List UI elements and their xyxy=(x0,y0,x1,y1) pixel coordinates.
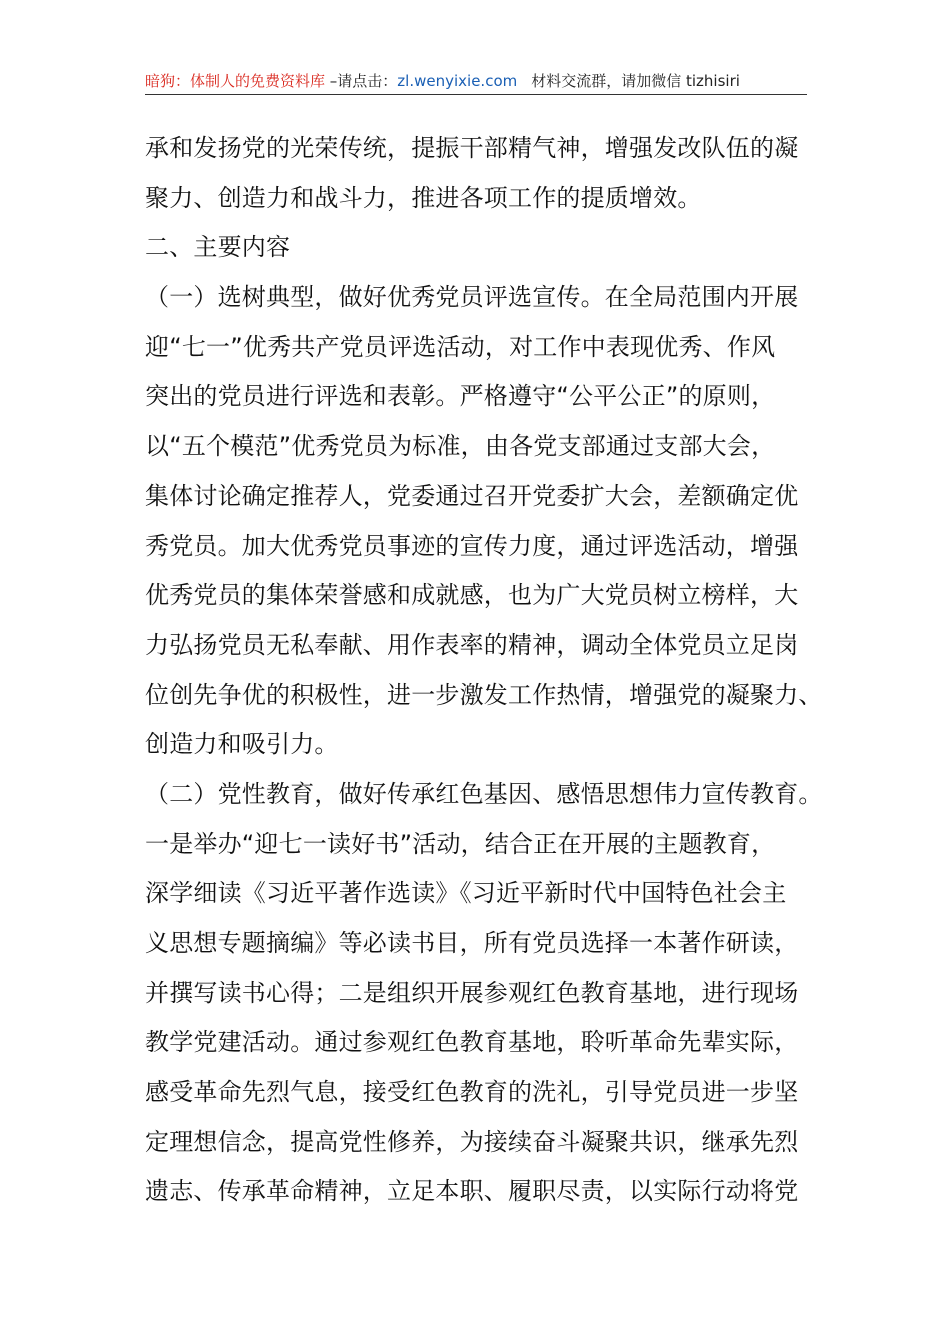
header-wechat-note: 材料交流群，请加微信 tizhisiri xyxy=(531,72,740,90)
text-line: 承和发扬党的光荣传统，提振干部精气神，增强发改队伍的凝 xyxy=(145,134,799,162)
text-line: 迎“七一”优秀共产党员评选活动，对工作中表现优秀、作风 xyxy=(145,332,776,361)
text-line: 优秀党员的集体荣誉感和成就感，也为广大党员树立榜样，大 xyxy=(145,581,799,610)
text-line: 秀党员。加大优秀党员事迹的宣传力度，通过评选活动，增强 xyxy=(145,531,799,560)
text-line: 力弘扬党员无私奉献、用作表率的精神，调动全体党员立足岗 xyxy=(145,630,799,659)
section-heading: 二、主要内容 xyxy=(145,233,291,262)
text-line: 定理想信念，提高党性修养，为接续奋斗凝聚共识，继承先烈 xyxy=(145,1127,799,1156)
text-line: 教学党建活动。通过参观红色教育基地，聆听革命先辈实际， xyxy=(145,1028,799,1057)
text-line: 并撰写读书心得；二是组织开展参观红色教育基地，进行现场 xyxy=(145,978,799,1007)
header-link[interactable]: zl.wenyixie.com xyxy=(397,72,518,90)
text-line: （一）选树典型，做好优秀党员评选宣传。在全局范围内开展 xyxy=(145,283,799,312)
text-line: 聚力、创造力和战斗力，推进各项工作的提质增效。 xyxy=(145,183,702,212)
text-line: 义思想专题摘编》等必读书目，所有党员选择一本著作研读， xyxy=(145,929,799,957)
document-body xyxy=(145,124,825,1217)
text-line: （二）党性教育，做好传承红色基因、感悟思想伟力宣传教育。 xyxy=(145,779,823,808)
text-line: 一是举办“迎七一读好书”活动，结合正在开展的主题教育， xyxy=(145,829,776,858)
text-line: 集体讨论确定推荐人，党委通过召开党委扩大会，差额确定优 xyxy=(145,481,799,510)
page-header xyxy=(145,68,807,95)
text-line: 以“五个模范”优秀党员为标准，由各党支部通过支部大会， xyxy=(145,432,776,461)
header-prompt: –请点击： xyxy=(325,72,398,90)
text-line: 感受革命先烈气息，接受红色教育的洗礼，引导党员进一步坚 xyxy=(145,1078,799,1107)
text-line: 突出的党员进行评选和表彰。严格遵守“公平公正”的原则， xyxy=(145,382,776,411)
text-line: 遗志、传承革命精神，立足本职、履职尽责，以实际行动将党 xyxy=(145,1177,799,1206)
text-line: 创造力和吸引力。 xyxy=(145,730,339,759)
text-line: 位创先争优的积极性，进一步激发工作热情，增强党的凝聚力、 xyxy=(145,680,823,709)
header-brand: 暗狗：体制人的免费资料库 xyxy=(145,72,326,90)
text-line: 深学细读《习近平著作选读》《习近平新时代中国特色社会主 xyxy=(145,879,787,908)
